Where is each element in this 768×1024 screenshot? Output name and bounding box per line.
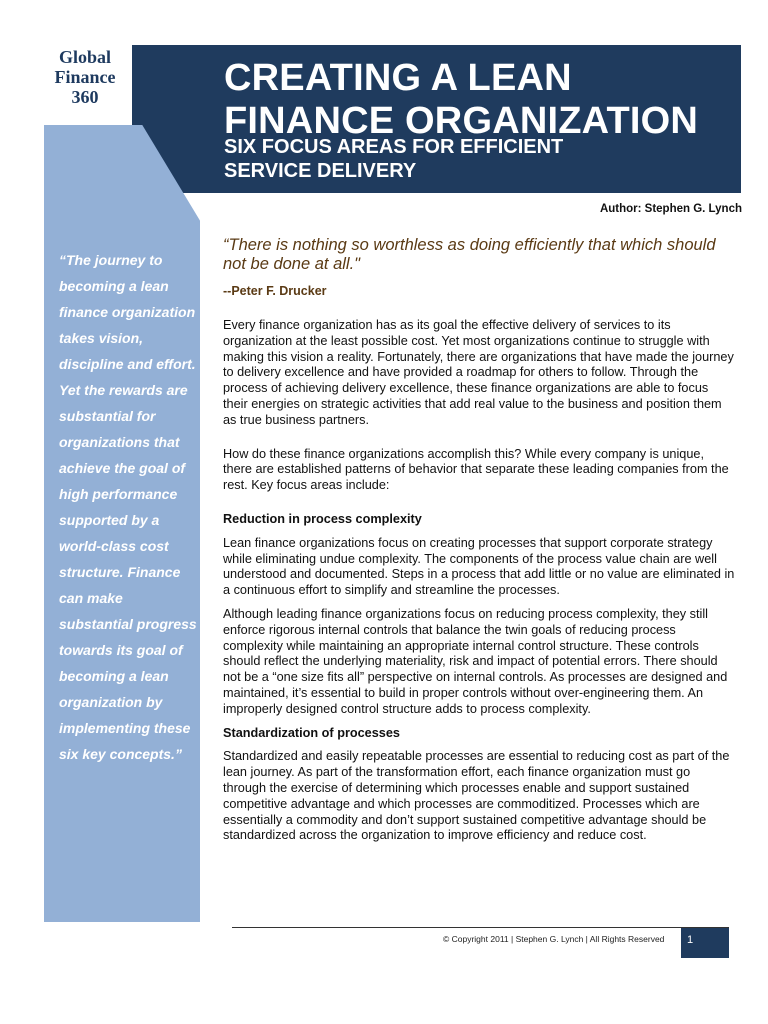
- footer-divider: [232, 927, 729, 928]
- logo-line-global: Global: [58, 47, 111, 67]
- intro-paragraph-1: Every finance organization has as its goal the effective delivery of services to its organization at the least possible cost. Yet most organizations continue to struggle with making this vision a reality. Fortunately, there are organizations that have made the journey to delivery excellence and have provided a roadmap for others to follow. Through the process of achieving delivery excellence, these finance organizations are able to focus their energies on strategic activities that add real value to the business and position them as true business partners.: [223, 318, 734, 427]
- logo: [40, 47, 130, 107]
- section-heading-process-complexity: Reduction in process complexity: [223, 511, 422, 526]
- section-heading-standardization: Standardization of processes: [223, 725, 400, 740]
- title-line-2: FINANCE ORGANIZATION: [224, 100, 699, 142]
- page-number: 1: [687, 934, 694, 946]
- logo-line-finance: Finance: [54, 67, 116, 87]
- sidebar-pull-quote: “The journey to becoming a lean finance organization takes vision, discipline and effort. Yet the rewards are substantial for organizations that achieve the goal of high performance supported by a world-class cost structure. Finance can make substantial progress towards its goal of becoming a lean organization by implementing these six key concepts.”: [59, 252, 197, 762]
- section-2-paragraph-1: Standardized and easily repeatable processes are essential to reducing cost as part of the lean journey. As part of the transformation effort, each finance organization must go through the exercise of determining which processes enable and support sustained competitive advantage and which processes are commoditized. Processes which are essentially a commodity and don’t support sustained competitive advantage should be standardized across the organization to improve efficiency and reduce cost.: [223, 749, 730, 843]
- copyright-notice: © Copyright 2011 | Stephen G. Lynch | All Rights Reserved: [443, 934, 665, 944]
- section-1-paragraph-2: Although leading finance organizations focus on reducing process complexity, they still enforce rigorous internal controls that balance the twin goals of reducing process complexity while maintaining an appropriate internal control structure. These controls should reflect the underlying materiality, risk and impact of potential errors. There should not be a “one size fits all” perspective on internal controls. As processes are designed and maintained, it’s essential to build in proper controls without over-engineering them. An improperly designed control structure adds to process complexity.: [223, 606, 728, 716]
- logo-line-360: 360: [71, 87, 99, 107]
- author-line: Author: Stephen G. Lynch: [599, 203, 742, 215]
- section-1-paragraph-1: Lean finance organizations focus on creating processes that support corporate strategy while eliminating undue complexity. The components of the process value chain are well understood and documented. Steps in a process that add little or no value are eliminated in a continuous effort to simplify and streamline the processes.: [223, 535, 735, 598]
- epigraph-quote: “There is nothing so worthless as doing efficiently that which should not be done at all.": [223, 236, 716, 273]
- page-title: [224, 57, 734, 143]
- page-subtitle: [224, 135, 724, 183]
- title-line-1: CREATING A LEAN: [224, 57, 572, 99]
- subtitle-line-1: SIX FOCUS AREAS FOR EFFICIENT: [224, 136, 564, 158]
- intro-paragraph-2: How do these finance organizations accomplish this? While every company is unique, there are established patterns of behavior that separate these leading companies from the rest. Key focus areas include:: [223, 446, 729, 493]
- epigraph-attribution: --Peter F. Drucker: [223, 284, 327, 298]
- article-body: [223, 318, 735, 852]
- subtitle-line-2: SERVICE DELIVERY: [224, 160, 417, 182]
